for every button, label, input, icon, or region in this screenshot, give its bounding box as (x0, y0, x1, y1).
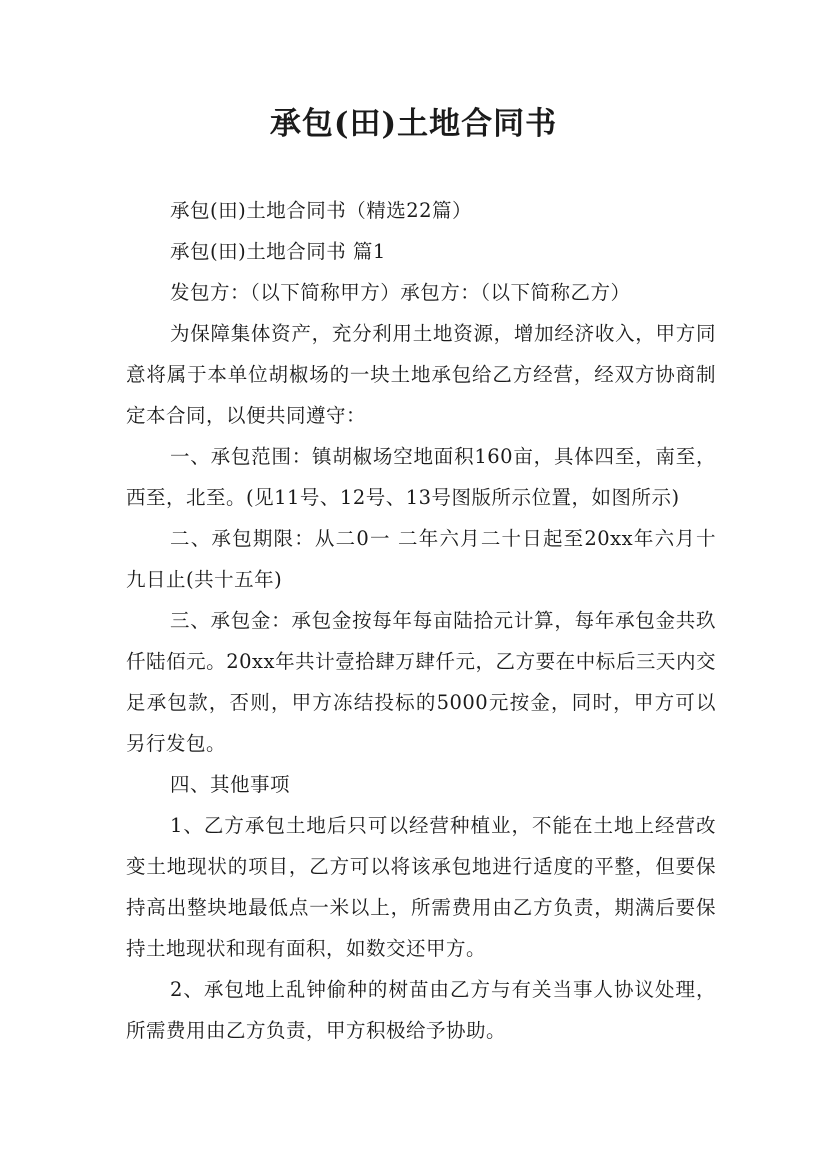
paragraph-other-heading: 四、其他事项 (170, 773, 291, 796)
paragraph-preamble: 为保障集体资产，充分利用土地资源，增加经济收入，甲方同意将属于本单位胡椒场的一块土地承包给乙方经营，经双方协商制定本合同，以便共同遵守： (126, 322, 716, 427)
paragraph-clause-1: 1、乙方承包土地后只可以经营种植业，不能在土地上经营改变土地现状的项目，乙方可以将该承包地进行适度的平整，但要保持高出整块地最低点一米以上，所需费用由乙方负责，期满后要保持土地现状和现有面积，如数交还甲方。 (126, 814, 716, 960)
paragraph-term: 二、承包期限：从二0一 二年六月二十日起至20xx年六月十九日止(共十五年) (126, 527, 716, 591)
paragraph-scope: 一、承包范围：镇胡椒场空地面积160亩，具体四至，南至，西至，北至。(见11号、12号、13号图版所示位置，如图所示) (126, 445, 716, 509)
paragraph-clause-2: 2、承包地上乱钟偷种的树苗由乙方与有关当事人协议处理，所需费用由乙方负责，甲方积极给予协助。 (126, 978, 716, 1042)
paragraph-parties: 发包方：（以下简称甲方）承包方：（以下简称乙方） (170, 281, 631, 304)
document-body (126, 190, 716, 1051)
paragraph-section-heading: 承包(田)土地合同书 篇1 (170, 240, 386, 263)
paragraph-fee: 三、承包金：承包金按每年每亩陆拾元计算，每年承包金共玖仟陆佰元。20xx年共计壹拾肆万肆仟元，乙方要在中标后三天内交足承包款，否则，甲方冻结投标的5000元按金，同时，甲方可以另行发包。 (126, 609, 716, 755)
paragraph-intro: 承包(田)土地合同书（精选22篇） (170, 199, 473, 222)
document-title: 承包(田)土地合同书 (269, 106, 558, 142)
